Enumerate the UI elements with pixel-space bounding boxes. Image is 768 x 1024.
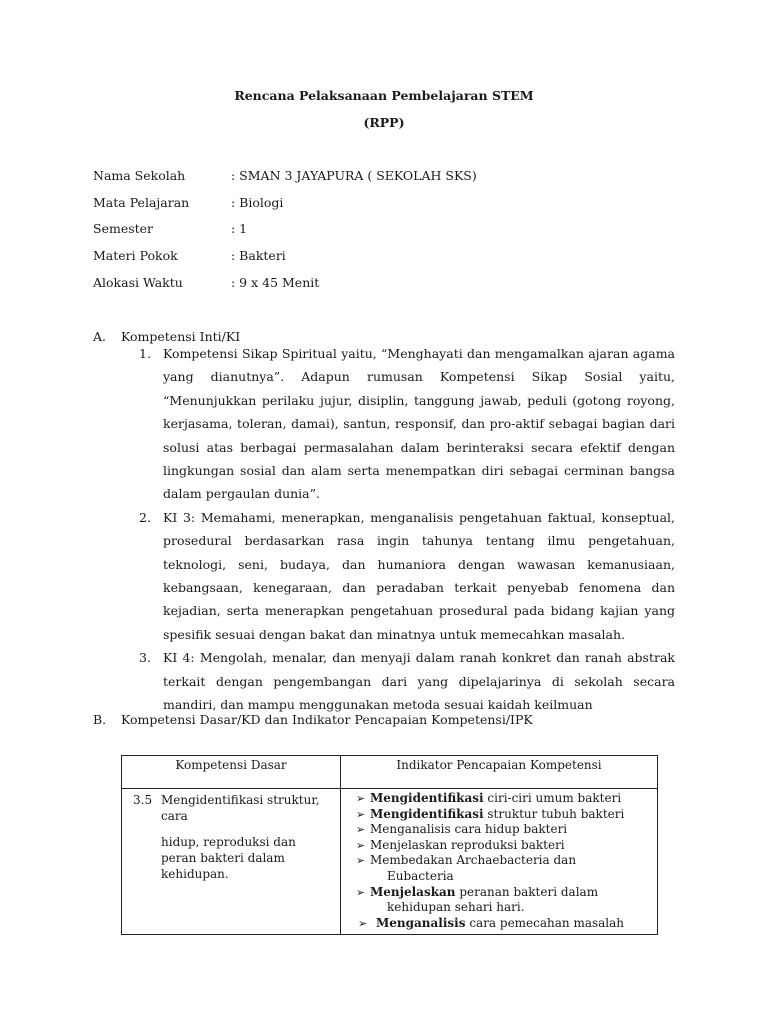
indicator-item xyxy=(356,822,652,838)
identity-label: Nama Sekolah xyxy=(93,168,186,183)
list-number: 1. xyxy=(139,346,151,361)
indicator-cell xyxy=(341,789,658,935)
arrow-bullet-icon: ➢ xyxy=(356,792,366,805)
arrow-bullet-icon: ➢ xyxy=(358,916,368,930)
indicator-text: Menganalisis cara hidup bakteri xyxy=(370,822,568,837)
list-item xyxy=(135,342,675,506)
arrow-bullet-icon: ➢ xyxy=(356,823,366,837)
identity-label: Mata Pelajaran xyxy=(93,194,190,210)
indicator-item xyxy=(358,915,652,932)
identity-value: : 1 xyxy=(231,221,248,237)
identity-value: : 9 x 45 Menit xyxy=(231,274,320,290)
indicator-text: peranan bakteri dalam xyxy=(455,884,599,899)
indicator-text: Membedakan Archaebacteria dan xyxy=(370,853,577,868)
indicator-keyword: Mengidentifikasi xyxy=(370,791,484,805)
list-text: KI 4: Mengolah, menalar, dan menyaji dalam ranah konkret dan ranah abstrak terkait dengan pengembangan dari yang dipelajarinya di sekolah secara mandiri, dan mampu menggunakan metoda sesuai kaidah keilmuan xyxy=(163,650,675,713)
table-row xyxy=(122,789,658,935)
kd-cell xyxy=(122,789,341,935)
section-letter: A. xyxy=(93,329,107,344)
list-item xyxy=(135,506,675,646)
indicator-text-continued: kehidupan sehari hari. xyxy=(387,900,525,915)
identity-value: : SMAN 3 JAYAPURA ( SEKOLAH SKS) xyxy=(231,168,477,183)
indicator-text-continued: Eubacteria xyxy=(387,868,454,883)
identity-label: Alokasi Waktu xyxy=(93,274,183,290)
table-header-kd: Kompetensi Dasar xyxy=(122,756,341,789)
indicator-item xyxy=(356,837,652,854)
identity-label: Materi Pokok xyxy=(93,248,178,264)
list-item xyxy=(135,646,675,716)
arrow-bullet-icon: ➢ xyxy=(356,807,366,821)
indicator-text: Menjelaskan reproduksi bakteri xyxy=(370,837,565,852)
list-text: Kompetensi Sikap Spiritual yaitu, “Menghayati dan mengamalkan ajaran agama yang dianutnya”. Adapun rumusan Kompetensi Sikap Sosial yaitu, “Menunjukkan perilaku jujur, disiplin, tanggung jawab, peduli (gotong royong, kerjasama, toleran, damai), santun, responsif, dan pro-aktif sebagai bagian dari solusi atas berbagai permasalahan dalam berinteraksi secara efektif dengan lingkungan sosial dan alam serta menempatkan diri sebagai cerminan bangsa dalam pergaulan dunia”. xyxy=(163,346,675,502)
indicator-keyword: Menganalisis xyxy=(376,915,466,930)
list-text: KI 3: Memahami, menerapkan, menganalisis pengetahuan faktual, konseptual, prosedural berdasarkan rasa ingin tahunya tentang ilmu pengetahuan, teknologi, seni, budaya, dan humaniora dengan wawasan kemanusiaan, kebangsaan, kenegaraan, dan peradaban terkait penyebab fenomena dan kejadian, serta menerapkan pengetahuan prosedural pada bidang kajian yang spesifik sesuai dengan bakat dan minatnya untuk memecahkan masalah. xyxy=(163,509,675,642)
arrow-bullet-icon: ➢ xyxy=(356,885,366,899)
section-title: Kompetensi Dasar/KD dan Indikator Pencapaian Kompetensi/IPK xyxy=(121,712,533,727)
list-number: 3. xyxy=(139,650,151,666)
list-number: 2. xyxy=(139,509,151,525)
indicator-keyword: Menjelaskan xyxy=(370,884,456,899)
table-header-row xyxy=(122,756,658,789)
indicator-item xyxy=(356,791,652,807)
table-header-ipk: Indikator Pencapaian Kompetensi xyxy=(341,756,658,789)
core-competency-list xyxy=(135,342,675,717)
indicator-text: cara pemecahan masalah xyxy=(465,915,625,930)
document-title: Rencana Pelaksanaan Pembelajaran STEM xyxy=(234,88,534,103)
indicator-text: ciri-ciri umum bakteri xyxy=(483,791,622,805)
arrow-bullet-icon: ➢ xyxy=(356,838,366,852)
indicator-item xyxy=(356,884,652,916)
indicator-keyword: Mengidentifikasi xyxy=(370,806,484,821)
identity-value: : Bakteri xyxy=(231,248,286,264)
indicator-item xyxy=(356,806,652,823)
kd-text-continued: hidup, reproduksi dan peran bakteri dalam kehidupan. xyxy=(161,835,296,881)
identity-value: : Biologi xyxy=(231,194,284,210)
section-b-heading xyxy=(93,712,533,727)
section-letter: B. xyxy=(93,712,107,727)
document-subtitle: (RPP) xyxy=(363,115,405,130)
section-title: Kompetensi Inti/KI xyxy=(121,329,241,344)
arrow-bullet-icon: ➢ xyxy=(356,854,366,868)
indicator-item xyxy=(356,853,652,884)
kd-text: Mengidentifikasi struktur, cara xyxy=(161,793,320,823)
competency-table xyxy=(121,755,658,935)
kd-number: 3.5 xyxy=(133,793,153,807)
identity-label: Semester xyxy=(93,221,154,237)
indicator-text: struktur tubuh bakteri xyxy=(483,806,625,821)
